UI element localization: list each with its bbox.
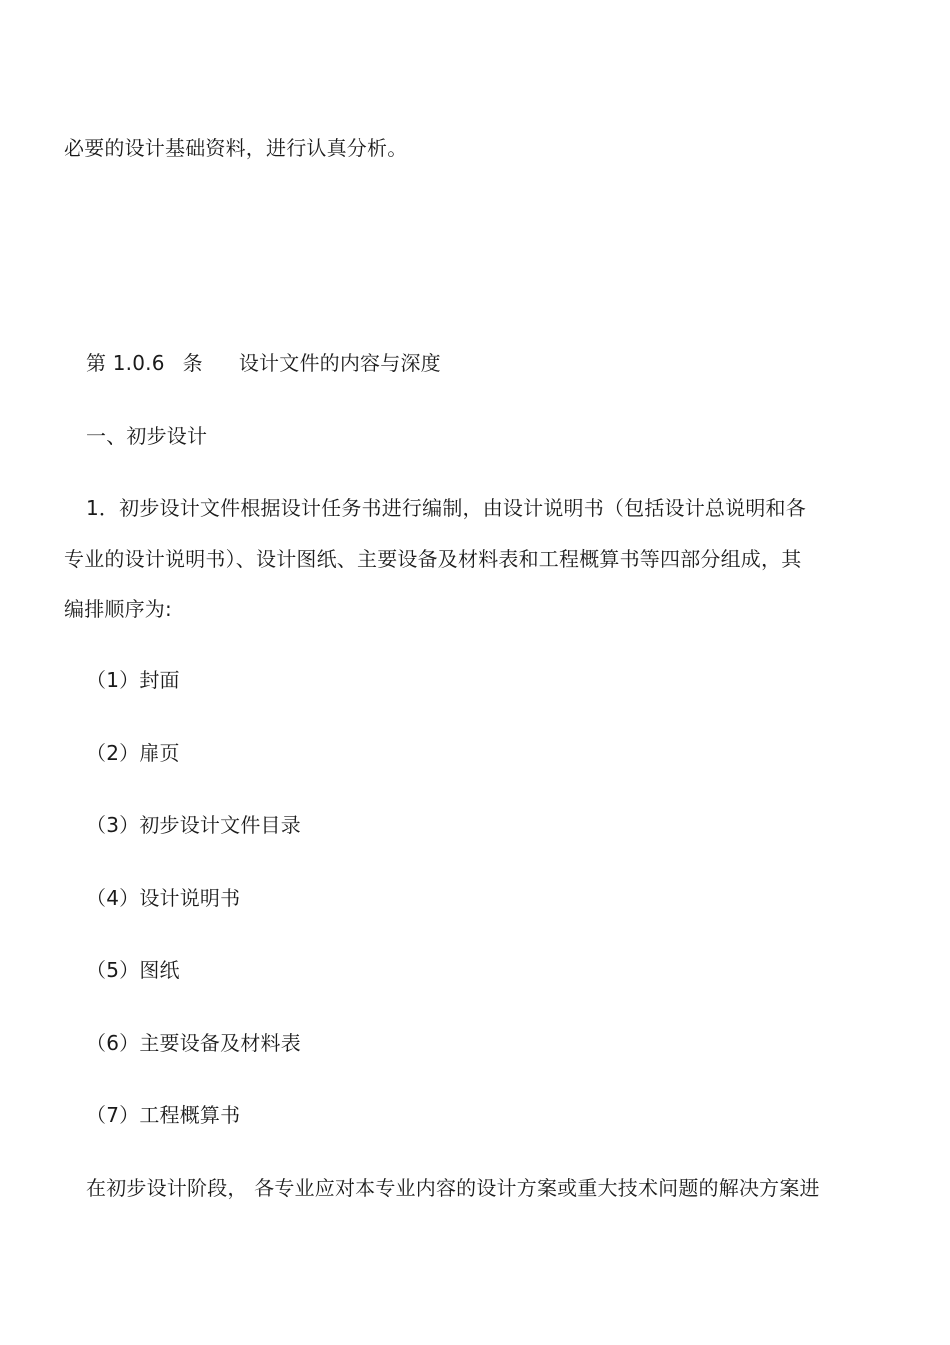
list-item: （4）设计说明书 [86, 886, 241, 910]
paragraph-1-line-1: 1．初步设计文件根据设计任务书进行编制，由设计说明书（包括设计总说明和各 [86, 496, 806, 520]
section-heading [86, 349, 441, 377]
section-title: 设计文件的内容与深度 [238, 351, 441, 375]
list-item: （5）图纸 [86, 958, 180, 982]
paragraph-1-line-3: 编排顺序为: [64, 597, 172, 621]
section-number: 第 1.0.6 [86, 351, 165, 375]
list-item: （3）初步设计文件目录 [86, 813, 301, 837]
carryover-line: 必要的设计基础资料，进行认真分析。 [64, 136, 408, 160]
final-line: 在初步设计阶段， 各专业应对本专业内容的设计方案或重大技术问题的解决方案进 [86, 1176, 820, 1200]
paragraph-1-line-2: 专业的设计说明书）、设计图纸、主要设备及材料表和工程概算书等四部分组成，其 [64, 547, 802, 571]
section-word: 条 [182, 351, 203, 375]
list-item: （2）扉页 [86, 741, 180, 765]
heading-preliminary-design: 一、初步设计 [86, 424, 208, 448]
list-item: （1）封面 [86, 668, 180, 692]
list-item: （7）工程概算书 [86, 1103, 241, 1127]
list-item: （6）主要设备及材料表 [86, 1031, 301, 1055]
